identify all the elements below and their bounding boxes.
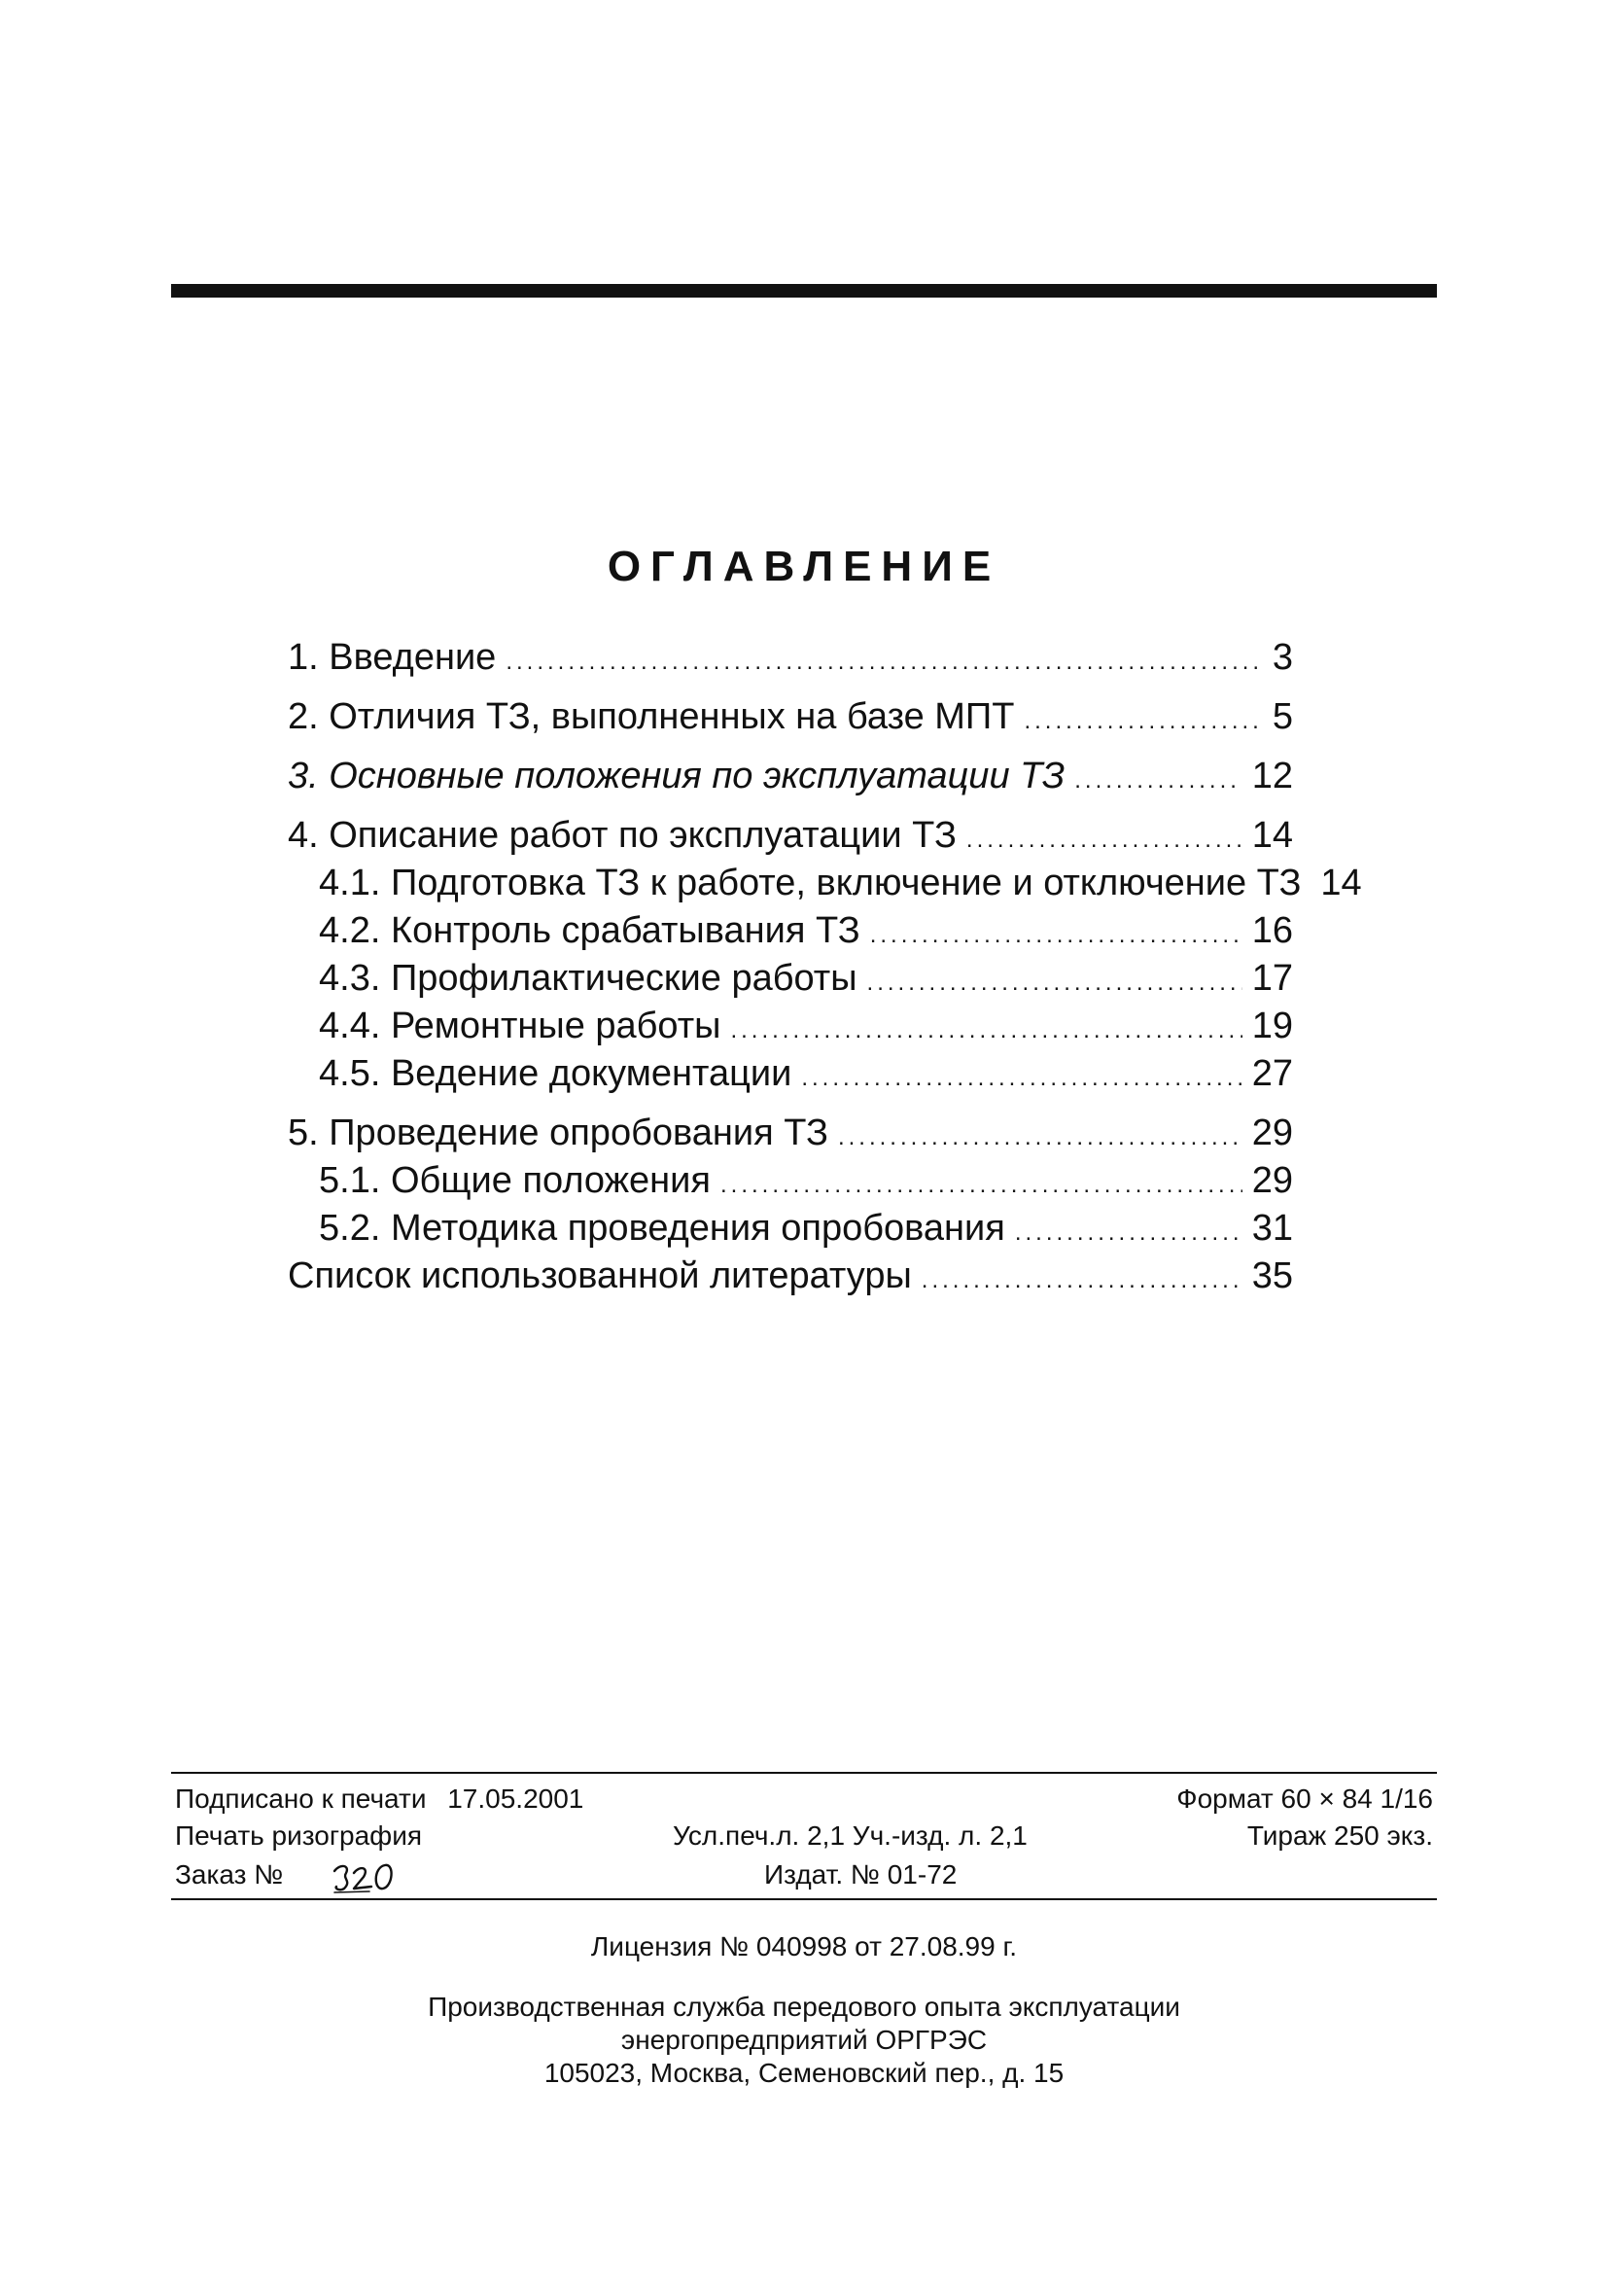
imprint-print-type: Печать ризография [175, 1820, 423, 1851]
imprint-sheets: Усл.печ.л. 2,1 Уч.-изд. л. 2,1 [673, 1820, 1028, 1851]
toc-entry[interactable] [288, 634, 1293, 682]
toc-entry-label: 1. Введение [288, 637, 497, 678]
table-of-contents [288, 634, 1362, 1300]
toc-entry[interactable] [288, 812, 1293, 860]
toc-leader-dots [838, 1113, 1242, 1161]
toc-entry-label: 4.4. Ремонтные работы [319, 1006, 721, 1046]
toc-leader-dots [1024, 697, 1262, 745]
toc-entry[interactable] [288, 753, 1293, 800]
imprint-signed-label: Подписано к печати [175, 1784, 427, 1814]
toc-entry[interactable] [288, 1110, 1293, 1157]
toc-entry-page: 3 [1272, 637, 1293, 678]
toc-entry-label: 5.2. Методика проведения опробования [319, 1208, 1005, 1249]
toc-entry-page: 12 [1251, 756, 1293, 796]
toc-entry[interactable] [288, 693, 1293, 741]
toc-entry-page: 16 [1251, 910, 1293, 951]
toc-subentry[interactable] [288, 1157, 1293, 1205]
top-rule [171, 284, 1437, 298]
imprint-bottom-rule [171, 1898, 1437, 1900]
toc-entry-page: 17 [1251, 958, 1293, 999]
toc-entry-label: 4.2. Контроль срабатывания ТЗ [319, 910, 860, 951]
toc-leader-dots [922, 1256, 1242, 1304]
toc-leader-dots [730, 1007, 1241, 1054]
toc-entry-page: 35 [1251, 1255, 1293, 1296]
license-line: Лицензия № 040998 от 27.08.99 г. [590, 1931, 1018, 1961]
publisher-address: 105023, Москва, Семеновский пер., д. 15 [543, 2058, 1065, 2088]
toc-entry[interactable] [288, 1253, 1293, 1300]
toc-leader-dots [867, 959, 1242, 1007]
toc-entry-page: 19 [1251, 1006, 1293, 1046]
toc-entry-page: 14 [1251, 815, 1293, 856]
toc-entry-page: 29 [1251, 1113, 1293, 1153]
toc-leader-dots [1015, 1209, 1242, 1256]
imprint-format: Формат 60 × 84 1/16 [1176, 1784, 1433, 1814]
toc-subentry[interactable] [288, 1003, 1293, 1050]
imprint-order-label: Заказ № [175, 1859, 284, 1890]
imprint-circulation: Тираж 250 экз. [1246, 1820, 1433, 1851]
toc-subentry[interactable] [288, 907, 1293, 955]
toc-leader-dots [506, 638, 1263, 686]
toc-leader-dots [966, 816, 1242, 864]
toc-entry-page: 27 [1251, 1053, 1293, 1094]
imprint-top-rule [171, 1772, 1437, 1774]
toc-entry-label: 5.1. Общие положения [319, 1160, 711, 1201]
handwritten-order-number [331, 1859, 399, 1894]
toc-entry-label: 3. Основные положения по эксплуатации ТЗ [288, 756, 1066, 796]
toc-entry-label: 2. Отличия ТЗ, выполненных на базе МПТ [288, 696, 1015, 737]
toc-entry-label: 4.3. Профилактические работы [319, 958, 857, 999]
toc-entry-label: 4.5. Ведение документации [319, 1053, 792, 1094]
toc-entry-label: 4. Описание работ по эксплуатации ТЗ [288, 815, 957, 856]
toc-entry-page: 5 [1272, 696, 1293, 737]
toc-entry-label: 4.1. Подготовка ТЗ к работе, включение и отключение ТЗ [319, 863, 1302, 903]
publisher-line-1: Производственная служба передового опыта эксплуатации [428, 1992, 1180, 2022]
toc-entry-label: Список использованной литературы [288, 1255, 912, 1296]
toc-entry-page: 14 [1320, 863, 1362, 903]
publisher-line-2: энергопредприятий ОРГРЭС [620, 2025, 988, 2055]
toc-entry-page: 29 [1251, 1160, 1293, 1201]
toc-subentry[interactable] [288, 860, 1362, 907]
toc-subentry[interactable] [288, 1050, 1293, 1098]
toc-subentry[interactable] [288, 1205, 1293, 1253]
toc-leader-dots [720, 1161, 1242, 1209]
toc-entry-page: 31 [1251, 1208, 1293, 1249]
toc-title: ОГЛАВЛЕНИЕ [607, 543, 1001, 590]
toc-leader-dots [870, 911, 1242, 959]
toc-entry-label: 5. Проведение опробования ТЗ [288, 1113, 828, 1153]
imprint-publisher-number: Издат. № 01-72 [764, 1859, 958, 1890]
toc-leader-dots [801, 1054, 1241, 1102]
imprint-signed [175, 1784, 583, 1815]
toc-subentry[interactable] [288, 955, 1293, 1003]
imprint-signed-date: 17.05.2001 [447, 1784, 584, 1814]
toc-leader-dots [1074, 757, 1241, 804]
